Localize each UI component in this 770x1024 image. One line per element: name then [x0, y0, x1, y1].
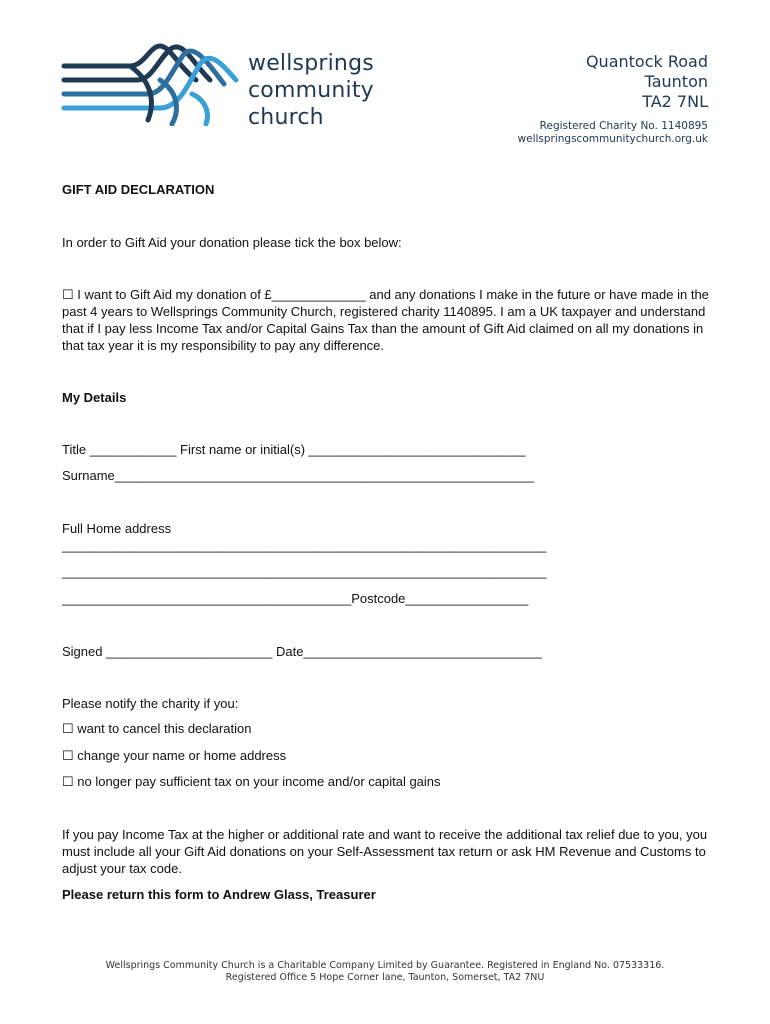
- address-heading: Full Home address: [62, 521, 172, 536]
- church-logo: [60, 40, 240, 126]
- notify-change-checkbox[interactable]: ☐ change your name or home address: [62, 748, 287, 763]
- logo-wordmark: [248, 50, 374, 131]
- footer-line-1: Wellsprings Community Church is a Charitable Company Limited by Guarantee. Registered in England No. 07533316.: [105, 960, 665, 971]
- return-note: Please return this form to Andrew Glass, Treasurer: [62, 887, 376, 902]
- intro-text: In order to Gift Aid your donation please tick the box below:: [62, 235, 402, 250]
- postcode-field[interactable]: ________________________________________Postcode_________________: [62, 591, 529, 606]
- address-line: TA2 7NL: [642, 92, 708, 111]
- address-field-2[interactable]: ___________________________________________________________________: [62, 564, 547, 579]
- notify-tax-checkbox[interactable]: ☐ no longer pay sufficient tax on your income and/or capital gains: [62, 774, 441, 789]
- footer-line-2: Registered Office 5 Hope Corner lane, Taunton, Somerset, TA2 7NU: [225, 972, 545, 983]
- logo-word-2: community: [248, 78, 374, 103]
- address-field-1[interactable]: ___________________________________________________________________: [62, 538, 547, 553]
- declaration-text: ☐ I want to Gift Aid my donation of £_____________ and any donations I make in the future or have made in the past 4 years to Wellsprings Community Church, registered charity 1140895. I am a UK taxpayer and understand that if I pay less Income Tax and/or Capital Gains Tax than the amount of Gift Aid claimed on all my donations in that tax year it is my responsibility to pay any difference.: [62, 287, 709, 353]
- page-footer: [0, 960, 770, 984]
- higher-rate-note: If you pay Income Tax at the higher or additional rate and want to receive the additional tax relief due to you, you must include all your Gift Aid donations on your Self-Assessment tax return or ask HM Revenue and Customs to adjust your tax code.: [62, 827, 708, 876]
- notify-heading: Please notify the charity if you:: [62, 696, 239, 711]
- notify-cancel-checkbox[interactable]: ☐ want to cancel this declaration: [62, 721, 252, 736]
- logo-word-1: wellsprings: [248, 51, 374, 76]
- website: wellspringscommunitychurch.org.uk: [517, 133, 708, 145]
- details-heading: My Details: [62, 390, 127, 405]
- charity-number: Registered Charity No. 1140895: [539, 120, 708, 132]
- church-address: [518, 52, 708, 146]
- title-name-field[interactable]: Title ____________ First name or initial(s) ______________________________: [62, 442, 526, 457]
- address-line: Quantock Road: [585, 52, 708, 71]
- logo-word-3: church: [248, 105, 324, 130]
- form-title: GIFT AID DECLARATION: [62, 182, 215, 197]
- surname-field[interactable]: Surname__________________________________________________________: [62, 468, 535, 483]
- address-line: Taunton: [644, 72, 708, 91]
- signature-date-field[interactable]: Signed _______________________ Date_________________________________: [62, 644, 543, 659]
